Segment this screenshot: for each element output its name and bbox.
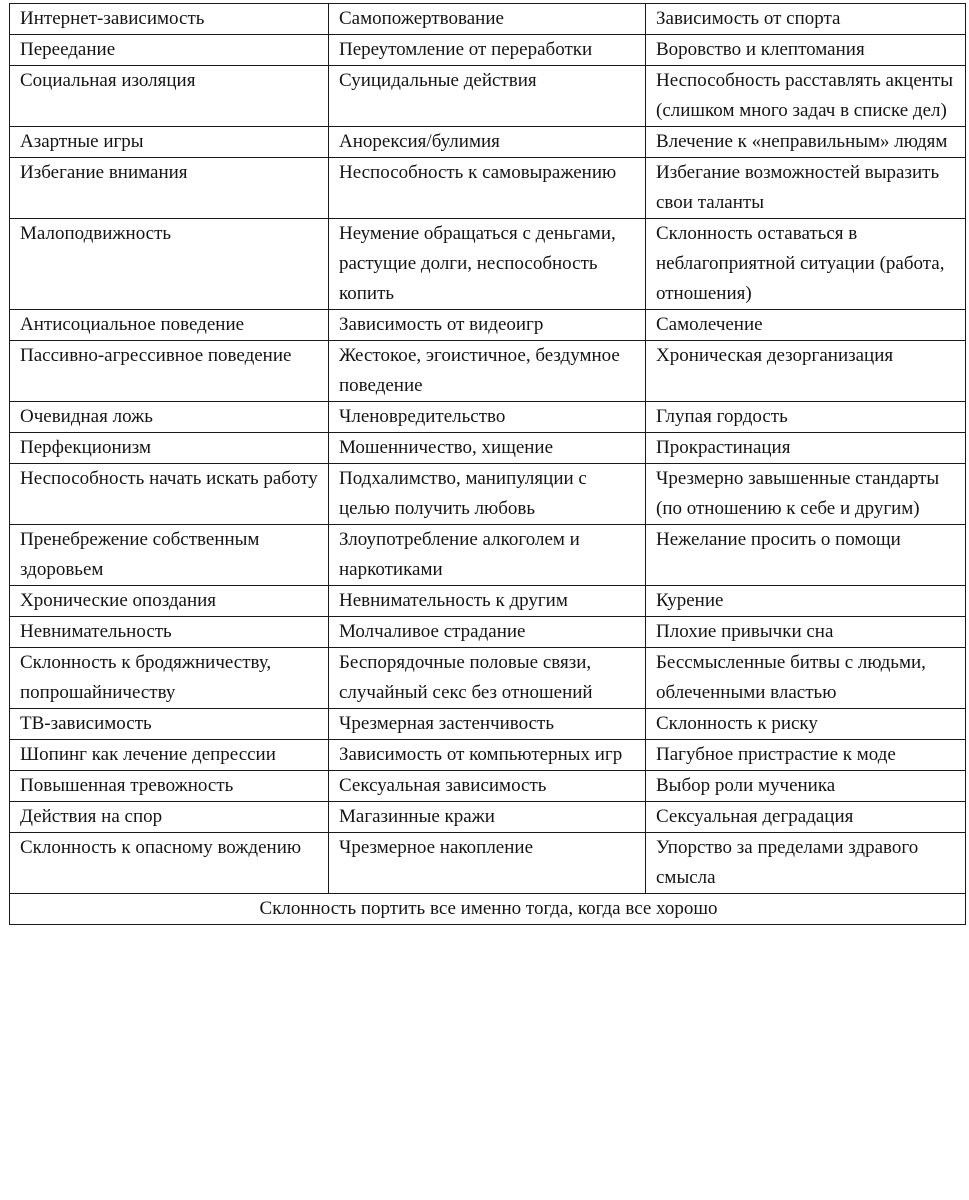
table-row <box>10 219 966 310</box>
table-cell: Зависимость от компьютерных игр <box>329 740 646 771</box>
table-row <box>10 648 966 709</box>
table-cell: Избегание возможностей выразить свои таланты <box>646 158 966 219</box>
table-row <box>10 433 966 464</box>
table-cell: Анорексия/булимия <box>329 127 646 158</box>
table-cell: Самопожертвование <box>329 4 646 35</box>
table-cell: Склонность к бродяжничеству, попрошайничеству <box>10 648 329 709</box>
table-cell: Выбор роли мученика <box>646 771 966 802</box>
table-cell: Действия на спор <box>10 802 329 833</box>
table-cell: Неспособность к самовыражению <box>329 158 646 219</box>
table-cell: Злоупотребление алкоголем и наркотиками <box>329 525 646 586</box>
table-body <box>10 4 966 925</box>
table-cell: Очевидная ложь <box>10 402 329 433</box>
table-row <box>10 833 966 894</box>
table-row <box>10 4 966 35</box>
table-cell: Социальная изоляция <box>10 66 329 127</box>
table-row <box>10 709 966 740</box>
table-cell: Невнимательность <box>10 617 329 648</box>
table-cell: Влечение к «неправильным» людям <box>646 127 966 158</box>
table-cell: Бессмысленные битвы с людьми, облеченными властью <box>646 648 966 709</box>
table-cell: Шопинг как лечение депрессии <box>10 740 329 771</box>
table-row <box>10 127 966 158</box>
table-cell: Нежелание просить о помощи <box>646 525 966 586</box>
table-cell: Чрезмерно завышенные стандарты (по отношению к себе и другим) <box>646 464 966 525</box>
table-row <box>10 464 966 525</box>
table-cell: Склонность оставаться в неблагоприятной ситуации (работа, отношения) <box>646 219 966 310</box>
table-cell: Антисоциальное поведение <box>10 310 329 341</box>
table-row <box>10 35 966 66</box>
table-cell: Чрезмерная застенчивость <box>329 709 646 740</box>
behaviors-table <box>9 3 966 925</box>
table-cell: Чрезмерное накопление <box>329 833 646 894</box>
table-cell: Суицидальные действия <box>329 66 646 127</box>
table-row <box>10 740 966 771</box>
table-cell: Неспособность расставлять акценты (слишком много задач в списке дел) <box>646 66 966 127</box>
table-cell: Неспособность начать искать работу <box>10 464 329 525</box>
table-cell: Курение <box>646 586 966 617</box>
table-row <box>10 617 966 648</box>
table-cell: Глупая гордость <box>646 402 966 433</box>
table-cell: Повышенная тревожность <box>10 771 329 802</box>
table-cell: Самолечение <box>646 310 966 341</box>
table-cell: Плохие привычки сна <box>646 617 966 648</box>
table-cell: Избегание внимания <box>10 158 329 219</box>
table-row <box>10 771 966 802</box>
table-cell: Зависимость от видеоигр <box>329 310 646 341</box>
table-row <box>10 158 966 219</box>
table-cell: Склонность к риску <box>646 709 966 740</box>
table-cell: Упорство за пределами здравого смысла <box>646 833 966 894</box>
table-cell: Склонность к опасному вождению <box>10 833 329 894</box>
table-cell: Переедание <box>10 35 329 66</box>
table-row <box>10 525 966 586</box>
table-cell: Малоподвижность <box>10 219 329 310</box>
table-cell: Пренебрежение собственным здоровьем <box>10 525 329 586</box>
table-footer-cell: Склонность портить все именно тогда, когда все хорошо <box>10 894 966 925</box>
table-cell: Воровство и клептомания <box>646 35 966 66</box>
table-cell: Хронические опоздания <box>10 586 329 617</box>
table-cell: Сексуальная зависимость <box>329 771 646 802</box>
table-cell: Азартные игры <box>10 127 329 158</box>
table-cell: Пассивно-агрессивное поведение <box>10 341 329 402</box>
table-row <box>10 341 966 402</box>
table-cell: Членовредительство <box>329 402 646 433</box>
table-cell: Переутомление от переработки <box>329 35 646 66</box>
table-row <box>10 310 966 341</box>
table-cell: Невнимательность к другим <box>329 586 646 617</box>
table-cell: Прокрастинация <box>646 433 966 464</box>
table-cell: Перфекционизм <box>10 433 329 464</box>
table-cell: Молчаливое страдание <box>329 617 646 648</box>
table-cell: Хроническая дезорганизация <box>646 341 966 402</box>
table-cell: Подхалимство, манипуляции с целью получить любовь <box>329 464 646 525</box>
table-cell: Беспорядочные половые связи, случайный секс без отношений <box>329 648 646 709</box>
table-cell: Сексуальная деградация <box>646 802 966 833</box>
table-cell: Магазинные кражи <box>329 802 646 833</box>
table-footer-row <box>10 894 966 925</box>
table-cell: Зависимость от спорта <box>646 4 966 35</box>
table-cell: ТВ-зависимость <box>10 709 329 740</box>
table-cell: Мошенничество, хищение <box>329 433 646 464</box>
table-row <box>10 586 966 617</box>
table-cell: Жестокое, эгоистичное, бездумное поведение <box>329 341 646 402</box>
table-cell: Интернет-зависимость <box>10 4 329 35</box>
table-row <box>10 802 966 833</box>
table-row <box>10 402 966 433</box>
table-cell: Пагубное пристрастие к моде <box>646 740 966 771</box>
table-row <box>10 66 966 127</box>
table-cell: Неумение обращаться с деньгами, растущие долги, неспособность копить <box>329 219 646 310</box>
